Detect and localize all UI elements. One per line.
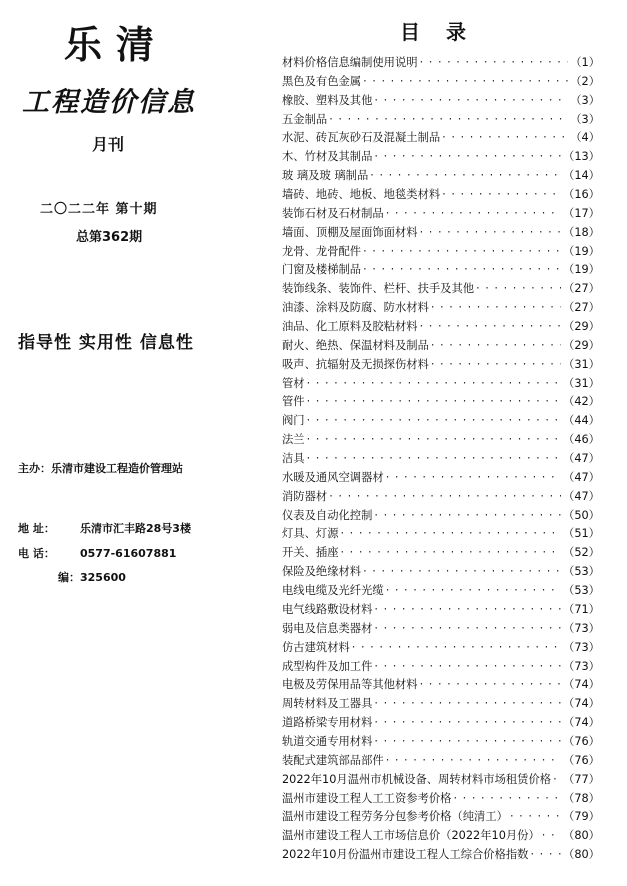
dot-leader — [307, 393, 561, 412]
toc-entry-page: （53） — [563, 584, 600, 598]
dot-leader — [307, 431, 561, 450]
toc-entry-page: （3） — [570, 112, 600, 126]
dot-leader — [341, 525, 562, 544]
toc-entry[interactable] — [282, 601, 600, 620]
address-line — [18, 520, 191, 536]
toc-entry-title: 仪表及自动化控制 — [282, 508, 373, 522]
toc-entry-title: 橡胶、塑料及其他 — [282, 93, 373, 107]
dot-leader — [530, 846, 561, 865]
toc-entry-page: （78） — [563, 791, 600, 805]
toc-entry[interactable] — [282, 412, 600, 431]
toc-entry[interactable] — [282, 469, 600, 488]
host-label: 主办： — [18, 462, 51, 475]
toc-entry-page: （16） — [563, 188, 600, 202]
toc-entry-page: （73） — [563, 621, 600, 635]
toc-entry-page: （44） — [563, 414, 600, 428]
toc-entry[interactable] — [282, 129, 600, 148]
toc-entry-title: 耐火、绝热、保温材料及制品 — [282, 338, 429, 352]
toc-entry[interactable] — [282, 54, 600, 73]
dot-leader — [363, 243, 561, 262]
toc-entry[interactable] — [282, 243, 600, 262]
toc-entry-title: 消防器材 — [282, 489, 328, 503]
toc-entry[interactable] — [282, 318, 600, 337]
toc-entry-title: 周转材料及工器具 — [282, 697, 373, 711]
table-of-contents — [282, 54, 600, 865]
dot-leader — [374, 733, 561, 752]
postcode-label: 编： — [58, 571, 80, 584]
dot-leader — [420, 318, 561, 337]
toc-entry[interactable] — [282, 790, 600, 809]
dot-leader — [431, 337, 561, 356]
toc-entry-title: 2022年10月份温州市建设工程人工综合价格指数 — [282, 848, 529, 862]
city-title: 乐清 — [64, 23, 169, 67]
toc-entry-page: （2） — [570, 74, 600, 88]
toc-entry-title: 装配式建筑部品部件 — [282, 753, 384, 767]
dot-leader — [374, 658, 561, 677]
toc-entry[interactable] — [282, 714, 600, 733]
toc-entry-page: （47） — [563, 489, 600, 503]
cover-panel — [0, 0, 260, 886]
toc-entry-page: （31） — [563, 376, 600, 390]
toc-entry-page: （42） — [563, 395, 600, 409]
toc-entry-page: （51） — [563, 527, 600, 541]
toc-entry[interactable] — [282, 111, 600, 130]
toc-entry-title: 吸声、抗辐射及无损探伤材料 — [282, 357, 429, 371]
toc-entry-page: （74） — [563, 678, 600, 692]
slogan: 指导性 实用性 信息性 — [18, 333, 194, 353]
toc-entry[interactable] — [282, 771, 600, 790]
dot-leader — [386, 752, 561, 771]
toc-entry-title: 管材 — [282, 376, 305, 390]
toc-entry[interactable] — [282, 658, 600, 677]
toc-entry[interactable] — [282, 205, 600, 224]
toc-entry-page: （80） — [563, 848, 600, 862]
toc-entry-title: 电极及劳保用品等其他材料 — [282, 678, 418, 692]
toc-entry-page: （29） — [563, 338, 600, 352]
toc-entry[interactable] — [282, 167, 600, 186]
toc-entry-page: （3） — [570, 93, 600, 107]
toc-entry-title: 洁具 — [282, 452, 305, 466]
toc-entry-title: 墙砖、地砖、地板、地毯类材料 — [282, 188, 441, 202]
dot-leader — [370, 167, 561, 186]
dot-leader — [386, 205, 561, 224]
toc-entry-title: 材料价格信息编制使用说明 — [282, 56, 418, 69]
phone-value: 0577-61607881 — [80, 547, 177, 560]
phone-line — [18, 545, 176, 561]
toc-entry-title: 弱电及信息类器材 — [282, 621, 373, 635]
toc-entry[interactable] — [282, 507, 600, 526]
toc-entry[interactable] — [282, 186, 600, 205]
dot-leader — [307, 412, 561, 431]
toc-entry[interactable] — [282, 752, 600, 771]
toc-entry-page: （1） — [570, 56, 600, 69]
toc-entry-page: （18） — [563, 225, 600, 239]
toc-entry[interactable] — [282, 808, 600, 827]
toc-entry[interactable] — [282, 299, 600, 318]
toc-entry[interactable] — [282, 450, 600, 469]
dot-leader — [329, 488, 561, 507]
toc-title: 目录 — [400, 20, 492, 44]
toc-entry-page: （29） — [563, 320, 600, 334]
toc-entry[interactable] — [282, 92, 600, 111]
postcode-line — [58, 569, 126, 585]
frequency-label: 月刊 — [92, 135, 125, 154]
dot-leader — [374, 92, 568, 111]
toc-entry-page: （76） — [563, 734, 600, 748]
dot-leader — [341, 544, 562, 563]
toc-entry[interactable] — [282, 375, 600, 394]
magazine-title: 工程造价信息 — [22, 87, 196, 118]
toc-entry-title: 墙面、顶棚及屋面饰面材料 — [282, 225, 418, 239]
dot-leader — [553, 771, 561, 790]
toc-entry-title: 黑色及有色金属 — [282, 74, 362, 88]
toc-entry[interactable] — [282, 695, 600, 714]
issue-number: 二〇二二年 第十期 — [40, 202, 158, 217]
dot-leader — [442, 129, 568, 148]
toc-entry[interactable] — [282, 337, 600, 356]
toc-entry-title: 水泥、砖瓦灰砂石及混凝土制品 — [282, 131, 441, 145]
toc-entry-title: 油品、化工原料及胶粘材料 — [282, 320, 418, 334]
toc-entry-page: （19） — [563, 244, 600, 258]
dot-leader — [510, 808, 561, 827]
toc-entry-page: （47） — [563, 470, 600, 484]
toc-entry[interactable] — [282, 733, 600, 752]
phone-label: 电 话： — [18, 547, 55, 560]
toc-entry[interactable] — [282, 280, 600, 299]
toc-entry-title: 温州市建设工程劳务分包参考价格（纯清工） — [282, 810, 508, 824]
toc-entry-page: （71） — [563, 602, 600, 616]
toc-entry-page: （14） — [563, 169, 600, 183]
toc-entry-page: （17） — [563, 206, 600, 220]
toc-entry-page: （77） — [563, 772, 600, 786]
toc-entry-page: （13） — [563, 150, 600, 164]
postcode-value: 325600 — [80, 571, 126, 584]
dot-leader — [420, 224, 561, 243]
dot-leader — [476, 280, 561, 299]
toc-entry-title: 温州市建设工程人工市场信息价（2022年10月份） — [282, 829, 540, 843]
toc-entry[interactable] — [282, 582, 600, 601]
toc-entry-title: 法兰 — [282, 433, 305, 447]
toc-entry[interactable] — [282, 261, 600, 280]
dot-leader — [386, 582, 561, 601]
toc-entry[interactable] — [282, 620, 600, 639]
toc-entry-title: 2022年10月温州市机械设备、周转材料市场租赁价格 — [282, 772, 552, 786]
total-issue-number: 总第362期 — [76, 230, 143, 245]
toc-entry-title: 装饰线条、装饰件、栏杆、扶手及其他 — [282, 282, 475, 296]
toc-entry[interactable] — [282, 488, 600, 507]
dot-leader — [542, 827, 561, 846]
toc-entry[interactable] — [282, 846, 600, 865]
toc-entry-title: 管件 — [282, 395, 305, 409]
toc-entry-title: 龙骨、龙骨配件 — [282, 244, 362, 258]
dot-leader — [374, 620, 561, 639]
toc-entry-title: 轨道交通专用材料 — [282, 734, 373, 748]
toc-entry[interactable] — [282, 525, 600, 544]
dot-leader — [386, 469, 561, 488]
toc-entry-page: （47） — [563, 452, 600, 466]
toc-entry-page: （79） — [563, 810, 600, 824]
toc-entry-page: （19） — [563, 263, 600, 277]
toc-entry-title: 装饰石材及石材制品 — [282, 206, 384, 220]
toc-entry-page: （52） — [563, 546, 600, 560]
toc-entry-title: 阀门 — [282, 414, 305, 428]
toc-entry[interactable] — [282, 431, 600, 450]
toc-entry-title: 温州市建设工程人工工资参考价格 — [282, 791, 452, 805]
toc-entry[interactable] — [282, 827, 600, 846]
toc-entry-page: （74） — [563, 697, 600, 711]
toc-entry[interactable] — [282, 73, 600, 92]
toc-entry-page: （4） — [570, 131, 600, 145]
toc-entry-title: 水暖及通风空调器材 — [282, 470, 384, 484]
toc-entry-title: 五金制品 — [282, 112, 328, 126]
toc-entry-title: 门窗及楼梯制品 — [282, 263, 362, 277]
address-label: 地 址： — [18, 522, 55, 535]
toc-entry-page: （50） — [563, 508, 600, 522]
toc-entry-title: 开关、插座 — [282, 546, 339, 560]
dot-leader — [363, 73, 568, 92]
dot-leader — [420, 54, 569, 73]
dot-leader — [431, 299, 561, 318]
dot-leader — [374, 695, 561, 714]
toc-entry[interactable] — [282, 224, 600, 243]
toc-entry[interactable] — [282, 356, 600, 375]
toc-entry-page: （80） — [563, 829, 600, 843]
dot-leader — [374, 507, 561, 526]
toc-entry-title: 电线电缆及光纤光缆 — [282, 584, 384, 598]
toc-entry-title: 仿古建筑材料 — [282, 640, 350, 654]
toc-entry-page: （76） — [563, 753, 600, 767]
toc-entry[interactable] — [282, 393, 600, 412]
dot-leader — [352, 639, 561, 658]
toc-entry-page: （27） — [563, 282, 600, 296]
toc-entry-title: 成型构件及加工件 — [282, 659, 373, 673]
dot-leader — [431, 356, 561, 375]
dot-leader — [307, 375, 561, 394]
toc-entry-title: 灯具、灯源 — [282, 527, 339, 541]
toc-entry-title: 道路桥梁专用材料 — [282, 716, 373, 730]
address-value: 乐清市汇丰路28号3楼 — [80, 522, 191, 535]
toc-entry[interactable] — [282, 676, 600, 695]
toc-entry-title: 玻 璃及玻 璃制品 — [282, 169, 369, 183]
host-name: 乐清市建设工程造价管理站 — [51, 462, 183, 475]
dot-leader — [307, 450, 561, 469]
toc-entry-title: 油漆、涂料及防腐、防水材料 — [282, 301, 429, 315]
dot-leader — [374, 148, 561, 167]
toc-entry-title: 木、竹材及其制品 — [282, 150, 373, 164]
toc-entry-page: （74） — [563, 716, 600, 730]
toc-entry-page: （46） — [563, 433, 600, 447]
toc-entry[interactable] — [282, 544, 600, 563]
dot-leader — [374, 601, 561, 620]
toc-entry-page: （27） — [563, 301, 600, 315]
toc-entry-page: （53） — [563, 565, 600, 579]
host-line — [18, 460, 183, 476]
toc-entry-page: （31） — [563, 357, 600, 371]
toc-entry-title: 保险及绝缘材料 — [282, 565, 362, 579]
toc-entry-page: （73） — [563, 640, 600, 654]
dot-leader — [329, 111, 568, 130]
dot-leader — [363, 261, 561, 280]
toc-entry[interactable] — [282, 639, 600, 658]
toc-entry-title: 电气线路敷设材料 — [282, 602, 373, 616]
toc-entry-page: （73） — [563, 659, 600, 673]
dot-leader — [363, 563, 561, 582]
toc-entry[interactable] — [282, 563, 600, 582]
dot-leader — [420, 676, 561, 695]
dot-leader — [453, 790, 561, 809]
toc-entry[interactable] — [282, 148, 600, 167]
dot-leader — [442, 186, 561, 205]
dot-leader — [374, 714, 561, 733]
